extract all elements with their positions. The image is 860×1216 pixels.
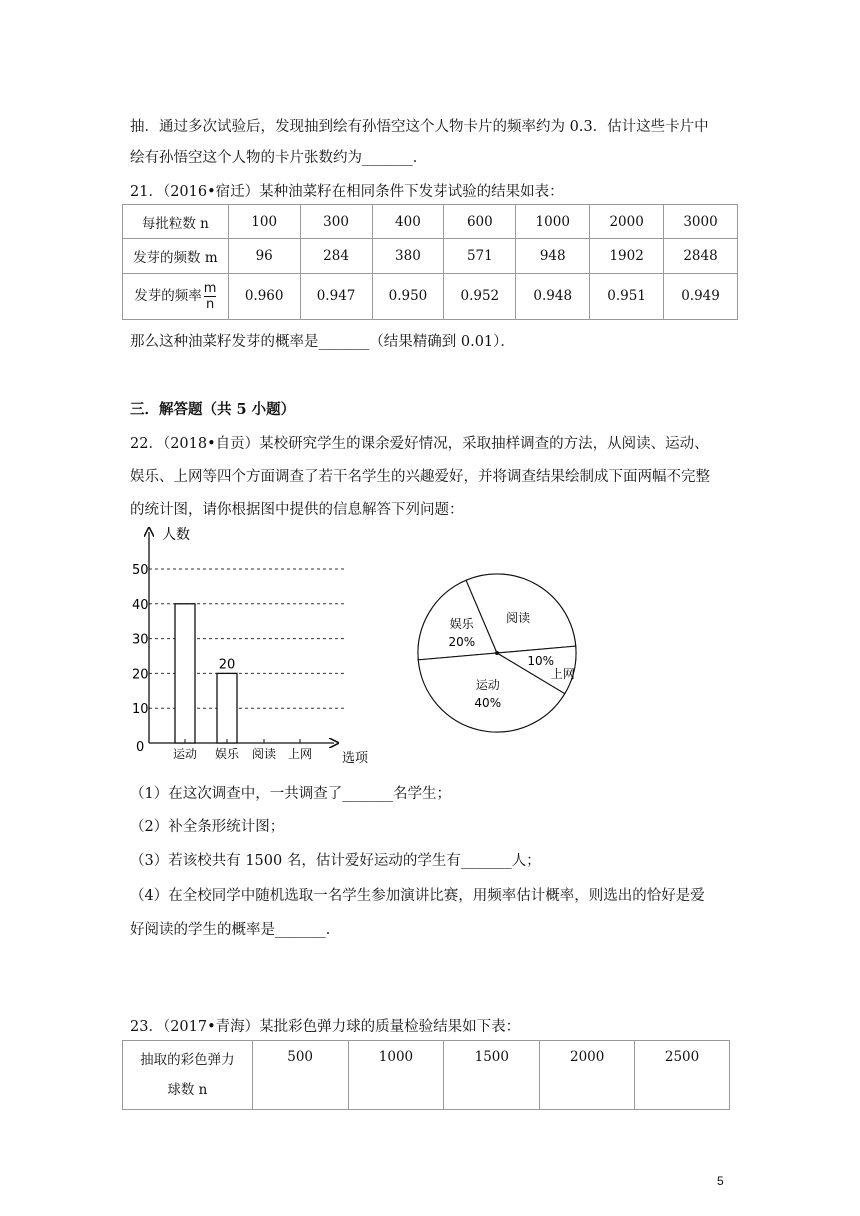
cell-balls: 2500 [635, 1041, 730, 1110]
sub-question-2: （2）补全条形统计图； [130, 819, 285, 835]
pie-chart [410, 565, 590, 745]
cell-m: 380 [372, 239, 444, 273]
table-row [123, 273, 738, 319]
y-tick-labels [132, 563, 149, 755]
question-22-line-1: 22．（2018•自贡）某校研究学生的课余爱好情况，采取抽样调查的方法，从阅读、运动、 [130, 436, 709, 452]
table-21 [122, 204, 738, 320]
cell-n: 1000 [516, 205, 590, 239]
cell-frequency: 0.947 [300, 273, 372, 319]
y-tick-label: 40 [132, 597, 149, 613]
cell-frequency: 0.949 [664, 273, 738, 319]
cell-n: 300 [300, 205, 372, 239]
row-label-m: 发芽的频数 m [123, 239, 229, 273]
cell-frequency: 0.951 [590, 273, 664, 319]
pie-slice-label: 运动 [475, 678, 500, 693]
paragraph-line-2: 绘有孙悟空这个人物的卡片张数约为_______． [130, 150, 428, 166]
cell-n: 400 [372, 205, 444, 239]
cell-balls: 1000 [348, 1041, 444, 1110]
pie-slice-label: 娱乐 [449, 616, 474, 631]
cell-frequency: 0.950 [372, 273, 444, 319]
bar [217, 673, 237, 743]
cell-balls: 500 [252, 1041, 348, 1110]
cell-m: 284 [300, 239, 372, 273]
cell-frequency: 0.952 [444, 273, 516, 319]
question-23-stem: 23．（2017•青海）某批彩色弹力球的质量检验结果如下表： [130, 1019, 521, 1035]
table-23 [122, 1040, 730, 1110]
label-line-1: 抽取的彩色弹力 [140, 1052, 235, 1068]
x-tick-label: 上网 [287, 747, 313, 761]
x-axis-label: 选项 [342, 751, 369, 766]
cell-m: 96 [228, 239, 300, 273]
data-label: 20 [218, 657, 236, 673]
sub-question-4-line-2: 好阅读的学生的概率是_______． [130, 922, 341, 938]
cell-m: 571 [444, 239, 516, 273]
cell-frequency: 0.948 [516, 273, 590, 319]
cell-n: 600 [444, 205, 516, 239]
question-22-line-2: 娱乐、上网等四个方面调查了若干名学生的兴趣爱好，并将调查结果绘制成下面两幅不完整 [130, 469, 710, 485]
section-heading: 三．解答题（共 5 小题） [130, 401, 296, 418]
table-row [123, 239, 738, 273]
cell-m: 2848 [664, 239, 738, 273]
pie-center [495, 651, 499, 655]
y-axis-label: 人数 [162, 527, 190, 543]
question-21-blank-line: 那么这种油菜籽发芽的概率是_______（结果精确到 0.01）． [130, 334, 515, 350]
question-21-stem: 21．（2016•宿迁）某种油菜籽在相同条件下发芽试验的结果如表： [130, 184, 564, 200]
table-row [123, 1041, 730, 1110]
cell-balls: 2000 [540, 1041, 635, 1110]
x-tick-label: 运动 [172, 747, 198, 761]
frequency-label-text: 发芽的频率 [134, 287, 202, 304]
bar-chart [120, 522, 380, 767]
fraction-numerator: m [203, 280, 217, 296]
x-tick-label: 娱乐 [214, 747, 240, 761]
sub-question-1: （1）在这次调查中，一共调查了_______名学生； [130, 786, 451, 802]
y-tick-label: 50 [132, 563, 149, 578]
cell-n: 3000 [664, 205, 738, 239]
fraction-m-over-n [204, 281, 217, 312]
table-row [123, 205, 738, 239]
cell-m: 948 [516, 239, 590, 273]
row-label-balls [123, 1041, 253, 1110]
cell-n: 100 [228, 205, 300, 239]
row-label-n: 每批粒数 n [123, 205, 229, 239]
page-number: 5 [717, 1174, 724, 1188]
cell-m: 1902 [590, 239, 664, 273]
pie-slice-percent: 40% [474, 696, 502, 711]
fraction-denominator: n [205, 296, 215, 312]
pie-slice-percent: 20% [448, 634, 476, 649]
y-tick-label: 0 [136, 740, 145, 755]
label-line-2: 球数 n [167, 1082, 208, 1098]
pie-slice-label: 上网 [550, 667, 575, 682]
sub-question-4-line-1: （4）在全校同学中随机选取一名学生参加演讲比赛，用频率估计概率，则选出的恰好是爱 [130, 888, 705, 904]
pie-slice-percent: 10% [527, 654, 555, 669]
pie-slice-label: 阅读 [506, 610, 531, 625]
cell-balls: 1500 [444, 1041, 540, 1110]
cell-n: 2000 [590, 205, 664, 239]
cell-frequency: 0.960 [228, 273, 300, 319]
y-tick-label: 30 [132, 632, 149, 648]
y-tick-label: 10 [132, 702, 149, 718]
bar [175, 604, 195, 743]
sub-question-3: （3）若该校共有 1500 名，估计爱好运动的学生有_______人； [130, 853, 541, 869]
row-label-frequency [123, 273, 229, 319]
y-tick-label: 20 [132, 667, 149, 683]
paragraph-line-1: 抽．通过多次试验后，发现抽到绘有孙悟空这个人物卡片的频率约为 0.3．估计这些卡片中 [130, 119, 709, 135]
question-22-line-3: 的统计图，请你根据图中提供的信息解答下列问题： [130, 502, 464, 518]
x-tick-label: 阅读 [251, 747, 277, 761]
